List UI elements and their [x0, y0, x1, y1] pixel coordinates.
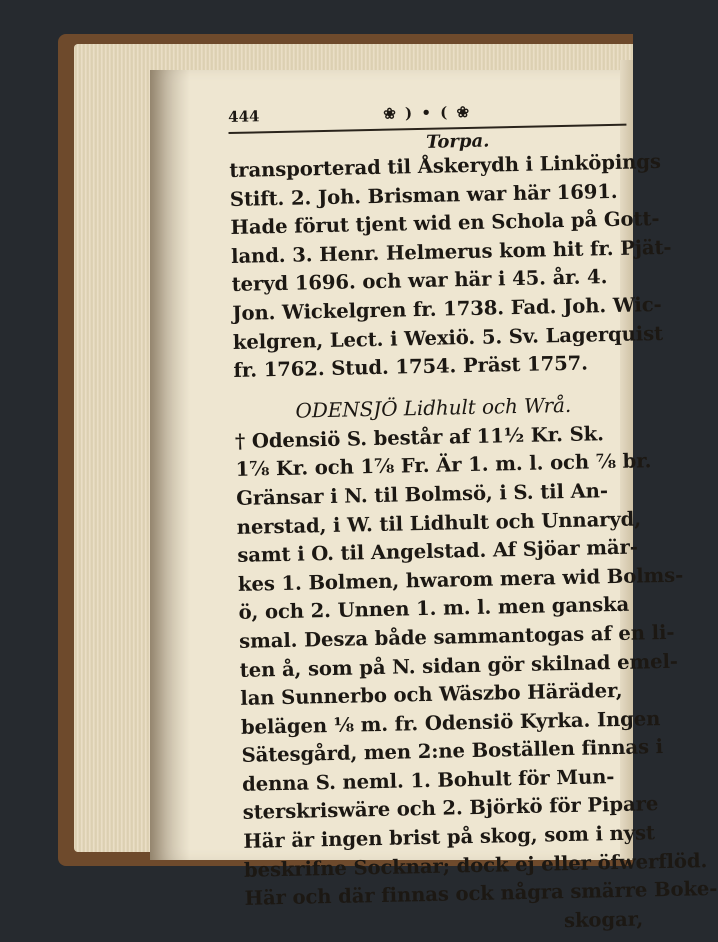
- text-line: teryd 1696. och war här i 45. år. 4.: [231, 265, 608, 297]
- text-line: land. 3. Henr. Helmerus kom hit fr. Pjät-: [230, 235, 672, 268]
- page-number: 444: [228, 107, 260, 126]
- text-line: Sätesgård, men 2:ne Boställen finnas i: [241, 735, 664, 768]
- page-text: [228, 100, 718, 942]
- text-line: Jon. Wickelgren fr. 1738. Fad. Joh. Wic-: [232, 292, 662, 325]
- text-line: samt i O. til Angelstad. Af Sjöar mär-: [237, 535, 638, 568]
- text-line: ten å, som på N. sidan gör skilnad emel-: [239, 649, 679, 682]
- text-line: Här och där finnas ock några smärre Boke-: [244, 877, 718, 911]
- text-line: fr. 1762. Stud. 1754. Präst 1757.: [233, 351, 589, 383]
- running-title: Torpa.: [425, 130, 490, 153]
- text-line: belägen ⅛ m. fr. Odensiö Kyrka. Ingen: [240, 706, 661, 739]
- text-line: ö, och 2. Unnen 1. m. l. men ganska: [238, 593, 630, 625]
- text-line: Gränsar i N. til Bolmsö, i S. til An-: [235, 479, 609, 510]
- text-line: beskrifne Socknar; dock ej eller öfwerflöd.: [243, 848, 708, 882]
- text-line: sterskriswäre och 2. Björkö för Pipare: [242, 792, 659, 825]
- gutter-shadow: [150, 70, 190, 860]
- text-line: Stift. 2. Joh. Brisman war här 1691.: [229, 179, 618, 211]
- text-line: transporterad til Åskerydh i Linköpings: [229, 149, 662, 182]
- text-line: Här är ingen brist på skog, som i nyst: [243, 821, 656, 853]
- section-heading: ODENSJÖ Lidhult och Wrå.: [295, 392, 572, 423]
- text-line: kes 1. Bolmen, hwarom mera wid Bolms-: [237, 563, 684, 596]
- text-line: smal. Desza både sammantogas af en li-: [238, 620, 675, 653]
- text-line: kelgren, Lect. i Wexiö. 5. Sv. Lagerquist: [232, 321, 664, 354]
- header-ornament: ❀ ) • ( ❀: [383, 102, 472, 123]
- text-line: † Odensiö S. består af 11½ Kr. Sk.: [234, 421, 605, 453]
- text-line: Hade förut tjent wid en Schola på Gott-: [230, 207, 660, 240]
- catchword: skogar,: [563, 907, 644, 932]
- text-line: nerstad, i W. til Lidhult och Unnaryd,: [236, 506, 642, 539]
- text-line: 1⅞ Kr. och 1⅞ Fr. Är 1. m. l. och ⅞ br.: [235, 449, 652, 482]
- text-line: lan Sunnerbo och Wäszbo Häräder,: [240, 678, 623, 710]
- text-line: denna S. neml. 1. Bohult för Mun-: [241, 764, 615, 796]
